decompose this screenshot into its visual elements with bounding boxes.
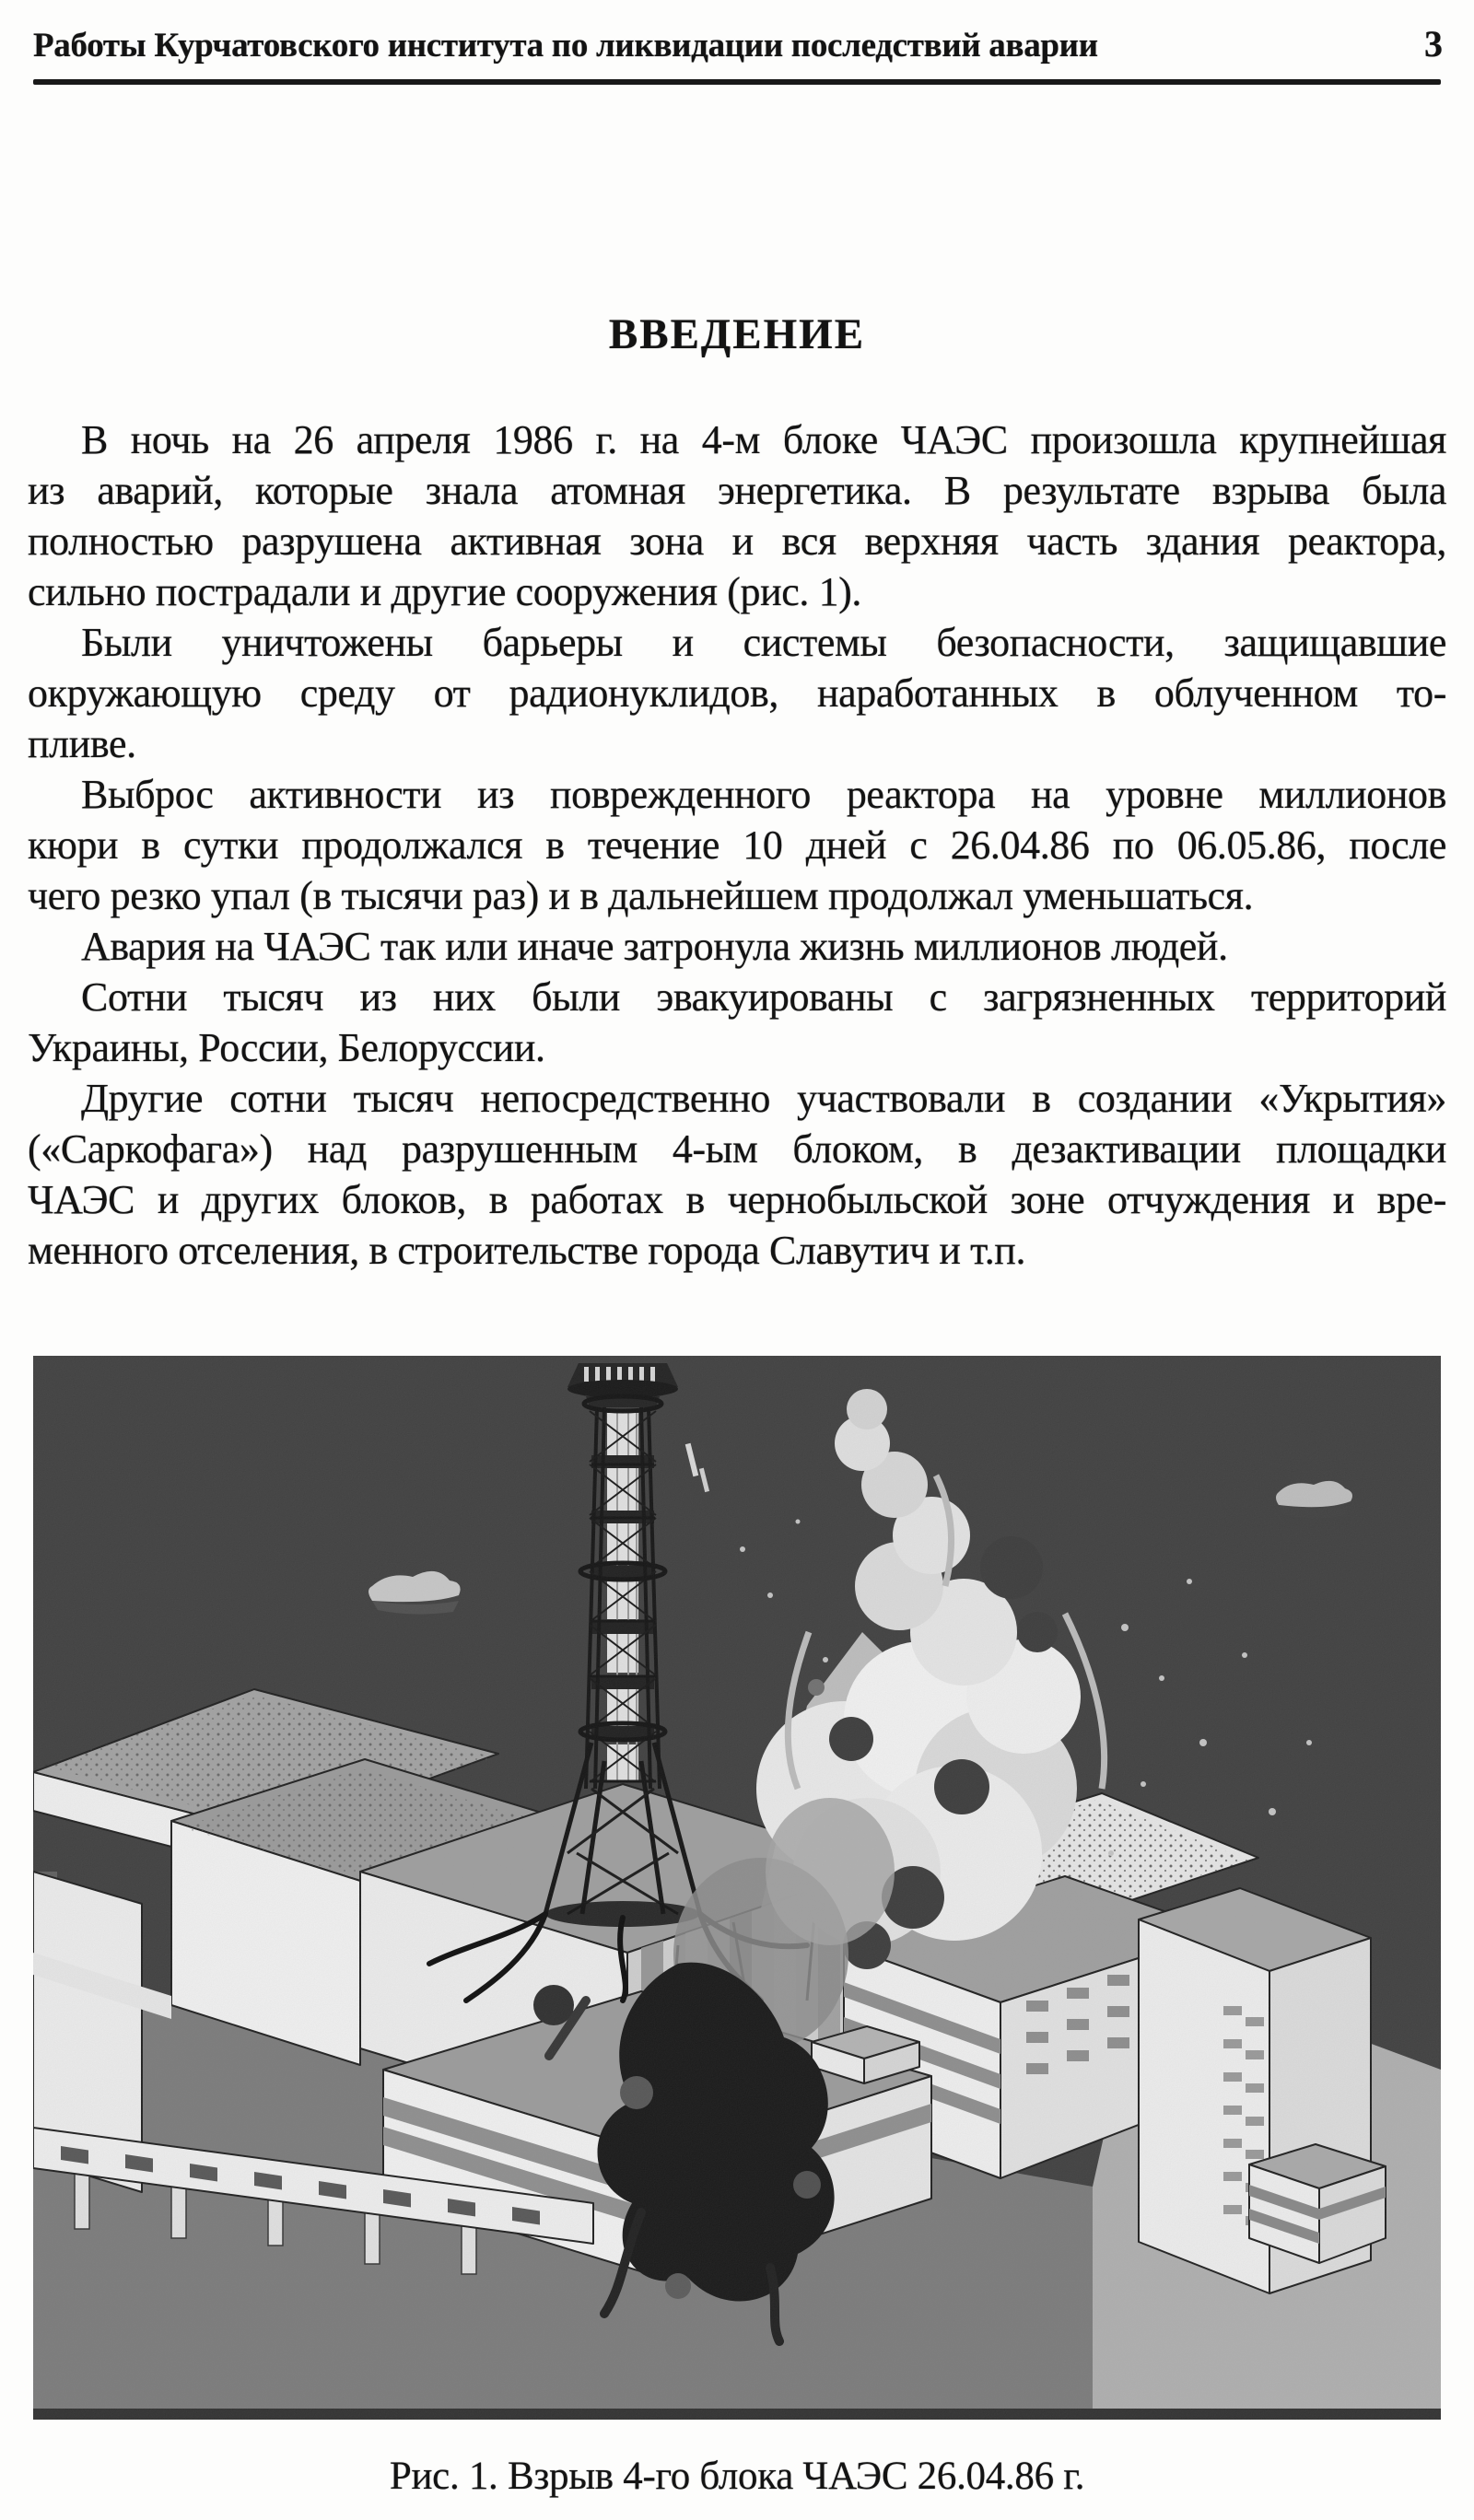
text-line: Выброс активности из поврежденного реактора на уровне миллионов [81, 772, 1446, 817]
text-line: Другие сотни тысяч непосредственно участвовали в создании «Укрытия» [81, 1076, 1446, 1121]
text-line: Сотни тысяч из них были эвакуированы с загрязненных территорий [81, 974, 1446, 1020]
page-header [33, 22, 1443, 65]
paragraph-4 [28, 921, 1446, 972]
text-line: Были уничтожены барьеры и системы безопасности, защищавшие [81, 620, 1446, 665]
figure-illustration [33, 1356, 1441, 2420]
text-line: Украины, России, Белоруссии. [28, 1025, 545, 1070]
text-line: сильно пострадали и другие сооружения (рис. 1). [28, 569, 862, 614]
paragraph-5 [28, 972, 1446, 1073]
page-number: 3 [1424, 23, 1443, 64]
text-line: полностью разрушена активная зона и вся верхняя часть здания реактора, [28, 519, 1446, 564]
text-line: пливе. [28, 721, 136, 766]
text-line: Авария на ЧАЭС так или иначе затронула жизнь миллионов людей. [81, 924, 1228, 969]
body-text [28, 414, 1446, 1276]
paragraph-1 [28, 414, 1446, 617]
text-line: ЧАЭС и других блоков, в работах в чернобыльской зоне отчуждения и вре- [28, 1177, 1446, 1222]
text-line: В ночь на 26 апреля 1986 г. на 4-м блоке ЧАЭС произошла крупнейшая [81, 417, 1446, 462]
scan-grain [33, 1356, 1441, 2420]
text-line: чего резко упал (в тысячи раз) и в дальнейшем продолжал уменьшаться. [28, 873, 1254, 918]
text-line: («Саркофага») над разрушенным 4-ым блоком, в дезактивации площадки [28, 1126, 1446, 1172]
text-line: окружающую среду от радионуклидов, наработанных в облученном то- [28, 671, 1446, 716]
figure-caption: Рис. 1. Взрыв 4-го блока ЧАЭС 26.04.86 г. [389, 2455, 1085, 2498]
section-title: ВВЕДЕНИЕ [608, 310, 866, 358]
paragraph-2 [28, 617, 1446, 769]
text-line: менного отселения, в строительстве города Славутич и т.п. [28, 1228, 1026, 1273]
text-line: из аварий, которые знала атомная энергетика. В результате взрыва была [28, 468, 1446, 513]
header-rule [33, 79, 1441, 85]
running-title: Работы Курчатовского института по ликвидации последствий аварии [33, 27, 1098, 64]
figure-1 [33, 1356, 1441, 2420]
text-line: кюри в сутки продолжался в течение 10 дней с 26.04.86 по 06.05.86, после [28, 822, 1446, 868]
paragraph-6 [28, 1073, 1446, 1276]
paragraph-3 [28, 769, 1446, 921]
